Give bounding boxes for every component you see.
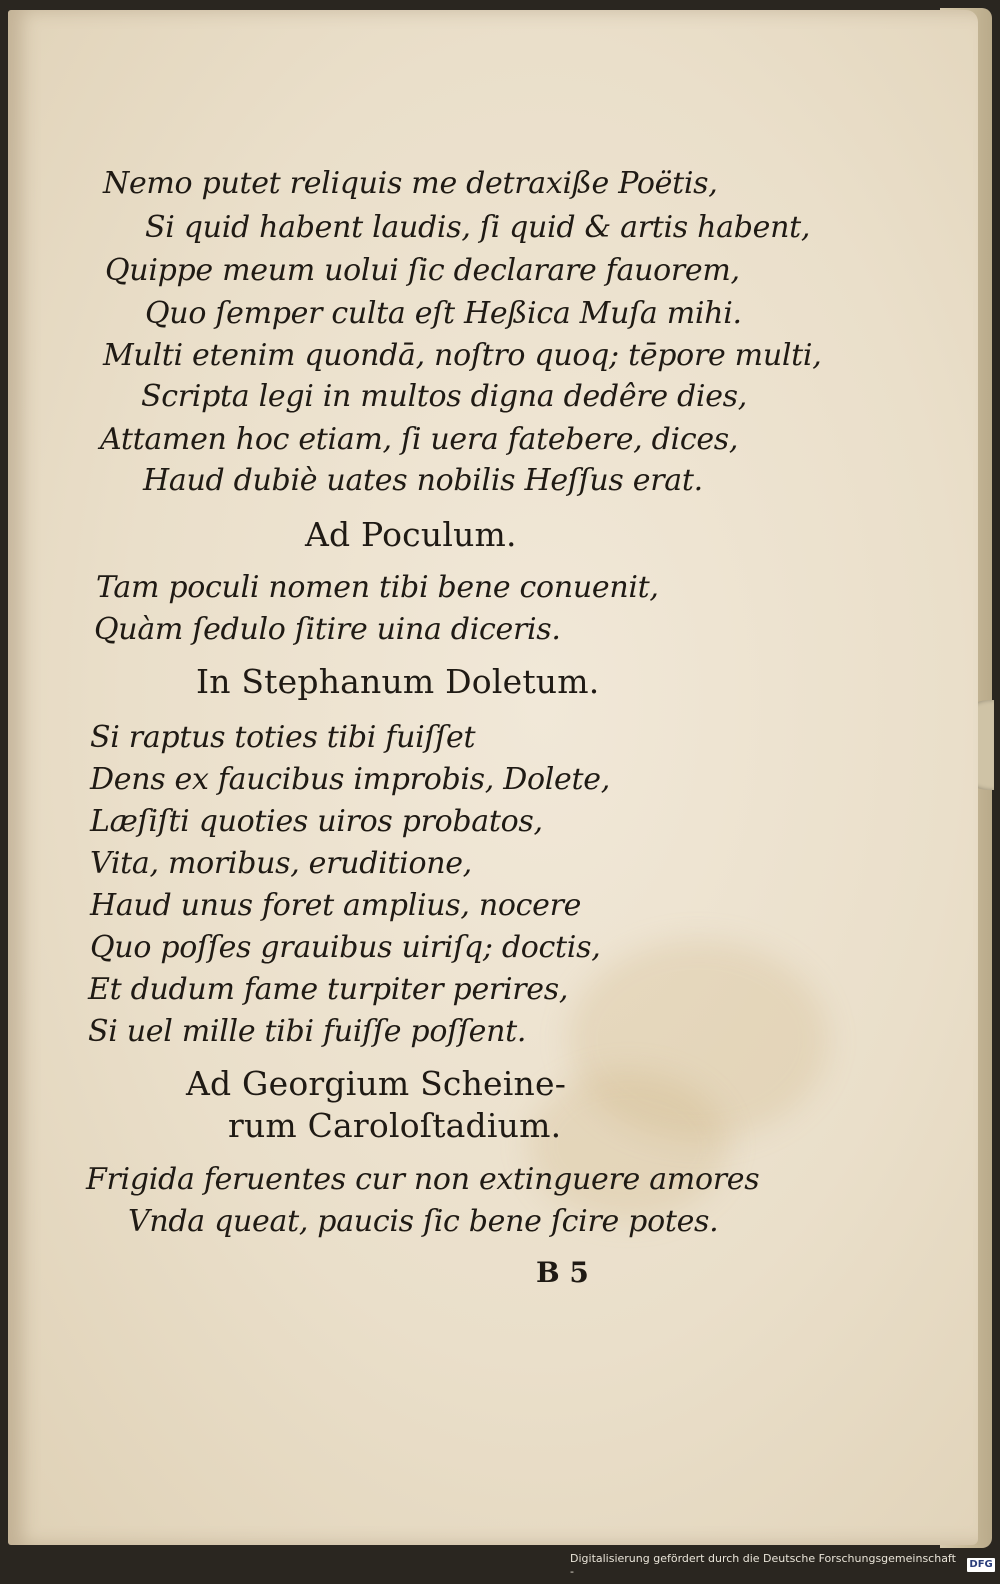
poem-line: Nemo putet reliquis me detraxiße Poëtis, xyxy=(103,166,718,201)
digitization-footer xyxy=(570,1552,995,1578)
poem-line: Haud unus foret amplius, nocere xyxy=(90,888,582,923)
page-text xyxy=(8,10,978,1545)
poem-line: Scripta legi in multos digna dedêre dies, xyxy=(141,379,747,414)
poem-line: Dens ex faucibus improbis, Dolete, xyxy=(90,762,610,797)
poem-line: Quippe meum uolui ſic declarare fauorem, xyxy=(105,253,740,288)
poem-line: Quo ſemper culta eſt Heßica Muſa mihi. xyxy=(145,296,742,331)
poem-title: rum Caroloſtadium. xyxy=(228,1106,562,1145)
poem-title: Ad Poculum. xyxy=(305,515,517,554)
poem-line: Multi etenim quondā, noſtro quoq; tēpore multi, xyxy=(103,338,822,373)
poem-line: Si raptus toties tibi fuiſſet xyxy=(90,720,476,755)
poem-line: Et dudum fame turpiter perires, xyxy=(88,972,569,1007)
poem-line: Frigida feruentes cur non extinguere amores xyxy=(86,1162,760,1197)
poem-line: Vita, moribus, eruditione, xyxy=(90,846,472,881)
poem-line: Quo poſſes grauibus uiriſq; doctis, xyxy=(90,930,601,965)
dfg-logo-icon: DFG xyxy=(967,1558,995,1572)
poem-line: Vnda queat, paucis ſic bene ſcire potes. xyxy=(128,1204,719,1239)
signature-mark: B 5 xyxy=(536,1256,589,1289)
poem-line: Tam poculi nomen tibi bene conuenit, xyxy=(96,570,659,605)
poem-line: Quàm ſedulo ſitire uina diceris. xyxy=(94,612,561,647)
poem-line: Attamen hoc etiam, ſi uera fatebere, dices, xyxy=(100,422,739,457)
poem-title: Ad Georgium Scheine- xyxy=(186,1064,567,1103)
poem-line: Læſiſti quoties uiros probatos, xyxy=(90,804,543,839)
poem-title: In Stephanum Doletum. xyxy=(196,662,600,701)
poem-line: Si quid habent laudis, ſi quid & artis habent, xyxy=(145,210,811,245)
paper-leaf xyxy=(8,10,978,1545)
poem-line: Si uel mille tibi fuiſſe poſſent. xyxy=(88,1014,527,1049)
footer-credit-text: Digitalisierung gefördert durch die Deutsche Forschungsgemeinschaft - xyxy=(570,1552,956,1578)
poem-line: Haud dubiè uates nobilis Heſſus erat. xyxy=(143,463,703,498)
